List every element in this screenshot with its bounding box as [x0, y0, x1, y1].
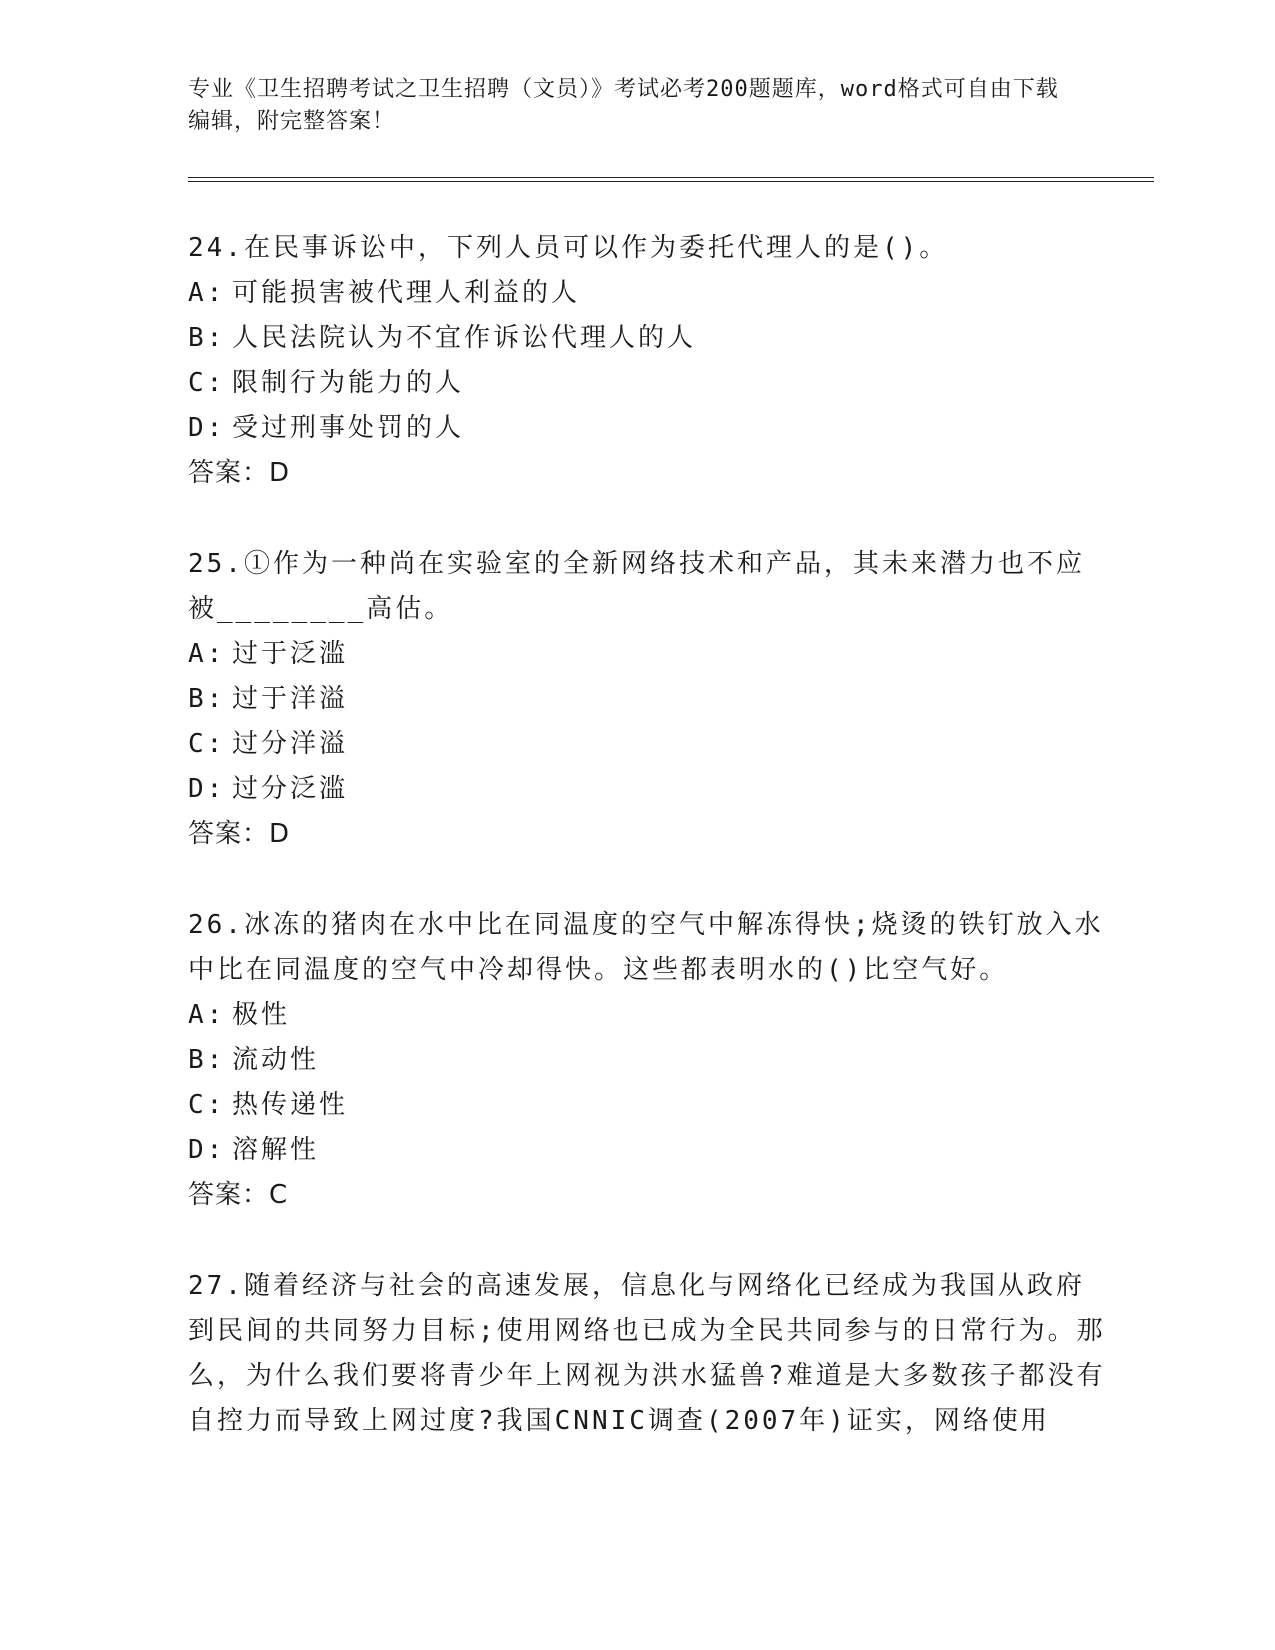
- option-text: 限制行为能力的人: [232, 368, 465, 398]
- option-d: [188, 406, 1108, 451]
- option-key: A:: [188, 639, 226, 669]
- option-key: B:: [188, 323, 226, 353]
- question-stem: 24.在民事诉讼中，下列人员可以作为委托代理人的是()。: [188, 233, 949, 263]
- option-key: D:: [188, 774, 226, 804]
- question-25: [188, 542, 1108, 857]
- answer: 答案：D: [188, 819, 291, 849]
- answer: 答案：D: [188, 458, 291, 488]
- option-a: [188, 993, 1108, 1038]
- option-text: 受过刑事处罚的人: [232, 413, 465, 443]
- option-text: 过分洋溢: [232, 729, 349, 759]
- option-text: 极性: [232, 1000, 291, 1030]
- header-divider: [188, 177, 1154, 182]
- option-key: C:: [188, 729, 226, 759]
- option-key: A:: [188, 278, 226, 308]
- option-key: C:: [188, 1090, 226, 1120]
- option-text: 过分泛滥: [232, 774, 349, 804]
- option-c: [188, 722, 1108, 767]
- option-key: D:: [188, 413, 226, 443]
- option-d: [188, 767, 1108, 812]
- option-text: 人民法院认为不宜作诉讼代理人的人: [232, 323, 697, 353]
- option-text: 热传递性: [232, 1090, 349, 1120]
- question-stem: 25.①作为一种尚在实验室的全新网络技术和产品，其未来潜力也不应被________高估。: [188, 549, 1085, 624]
- header-intro: 专业《卫生招聘考试之卫生招聘（文员）》考试必考200题题库，word格式可自由下载编辑，附完整答案！: [188, 77, 1059, 134]
- option-key: C:: [188, 368, 226, 398]
- option-key: D:: [188, 1135, 226, 1165]
- option-a: [188, 632, 1108, 677]
- option-d: [188, 1128, 1108, 1173]
- option-key: A:: [188, 1000, 226, 1030]
- option-b: [188, 316, 1108, 361]
- answer: 答案：C: [188, 1180, 289, 1210]
- option-text: 过于泛滥: [232, 639, 349, 669]
- option-c: [188, 1083, 1108, 1128]
- question-list: [188, 226, 1108, 1490]
- option-c: [188, 361, 1108, 406]
- option-key: B:: [188, 684, 226, 714]
- option-b: [188, 677, 1108, 722]
- option-key: B:: [188, 1045, 226, 1075]
- option-text: 流动性: [232, 1045, 320, 1075]
- question-27: [188, 1264, 1108, 1444]
- option-text: 可能损害被代理人利益的人: [232, 278, 581, 308]
- option-a: [188, 271, 1108, 316]
- option-text: 溶解性: [232, 1135, 320, 1165]
- question-stem: 27.随着经济与社会的高速发展，信息化与网络化已经成为我国从政府到民间的共同努力目标;使用网络也已成为全民共同参与的日常行为。那么，为什么我们要将青少年上网视为洪水猛兽?难道是大多数孩子都没有自控力而导致上网过度?我国CNNIC调查(2007年)证实，网络使用: [188, 1271, 1106, 1436]
- question-26: [188, 903, 1108, 1218]
- option-b: [188, 1038, 1108, 1083]
- option-text: 过于洋溢: [232, 684, 349, 714]
- question-stem: 26.冰冻的猪肉在水中比在同温度的空气中解冻得快;烧烫的铁钉放入水中比在同温度的空气中冷却得快。这些都表明水的()比空气好。: [188, 910, 1104, 985]
- question-24: [188, 226, 1108, 496]
